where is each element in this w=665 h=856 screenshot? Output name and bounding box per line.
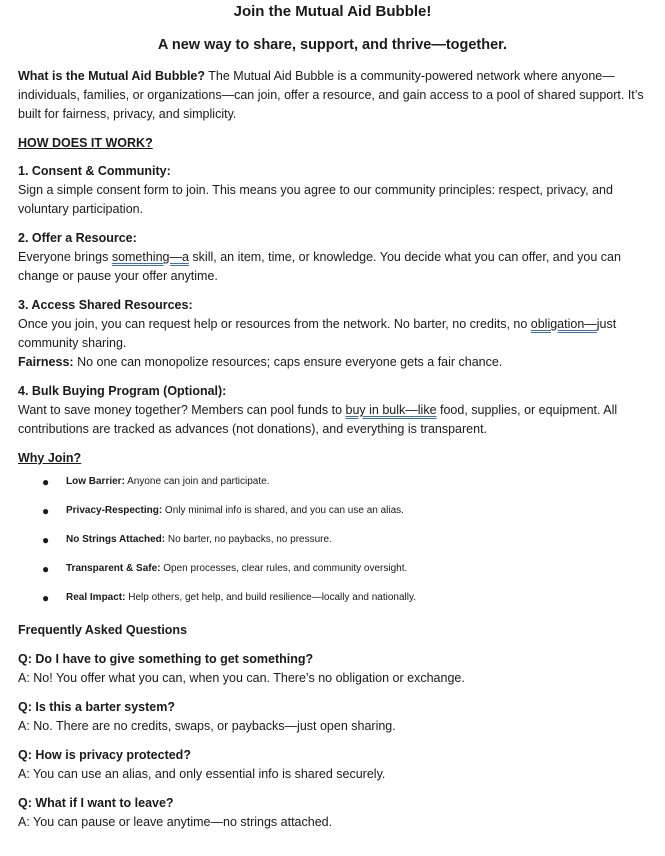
step-2-marked-text: something—a bbox=[111, 250, 189, 264]
bullet-icon: ● bbox=[42, 504, 50, 518]
benefit-label: Low Barrier: bbox=[66, 476, 125, 487]
intro-text: The Mutual Aid Bubble is a community-powered network where anyone—individuals, families, or organizations—can join, offer a resource, and gain access to a pool of shared support. It’s built for fairness, privacy, and simplicity. bbox=[18, 69, 644, 121]
step-2-text-after: skill, an item, time, or knowledge. You decide what you can offer, and you can change or pause your offer anytime. bbox=[18, 250, 621, 283]
faq-question: Q: Is this a barter system? bbox=[18, 700, 176, 714]
how-it-works-heading: HOW DOES IT WORK? bbox=[18, 136, 153, 150]
benefits-list bbox=[18, 474, 647, 619]
bullet-icon: ● bbox=[42, 475, 50, 489]
faq-question: Q: How is privacy protected? bbox=[18, 748, 191, 762]
step-2-text-before: Everyone brings bbox=[18, 250, 112, 264]
step-4-text-before: Want to save money together? Members can pool funds to bbox=[18, 403, 346, 417]
intro-paragraph bbox=[18, 67, 647, 124]
step-4-marked-text: buy in bulk—like bbox=[345, 403, 437, 417]
benefit-text: Help others, get help, and build resilience—locally and nationally. bbox=[125, 592, 417, 603]
step-3-marked-text: obligation— bbox=[530, 317, 597, 331]
benefit-text: No barter, no paybacks, no pressure. bbox=[165, 534, 332, 545]
bullet-icon: ● bbox=[42, 562, 50, 576]
page-subtitle: A new way to share, support, and thrive—together. bbox=[157, 37, 508, 53]
faq-heading: Frequently Asked Questions bbox=[18, 623, 188, 637]
fairness-note bbox=[18, 353, 647, 372]
intro-label: What is the Mutual Aid Bubble? bbox=[18, 69, 206, 83]
list-item bbox=[18, 474, 647, 503]
fairness-text: No one can monopolize resources; caps ensure everyone gets a fair chance. bbox=[73, 355, 503, 369]
list-item bbox=[18, 503, 647, 532]
step-3-text bbox=[18, 315, 647, 353]
step-3-title: 3. Access Shared Resources: bbox=[18, 298, 193, 312]
benefit-label: No Strings Attached: bbox=[66, 534, 166, 545]
benefit-text: Only minimal info is shared, and you can use an alias. bbox=[162, 505, 404, 516]
list-item bbox=[18, 532, 647, 561]
benefit-label: Privacy-Respecting: bbox=[66, 505, 163, 516]
why-join-heading: Why Join? bbox=[18, 451, 82, 465]
step-1-text: Sign a simple consent form to join. This means you agree to our community principles: respect, privacy, and voluntary participation. bbox=[18, 183, 613, 216]
bullet-icon: ● bbox=[42, 591, 50, 605]
page-title: Join the Mutual Aid Bubble! bbox=[233, 3, 432, 20]
faq-answer: A: No. There are no credits, swaps, or paybacks—just open sharing. bbox=[18, 719, 396, 733]
step-1-title: 1. Consent & Community: bbox=[18, 164, 171, 178]
benefit-label: Real Impact: bbox=[66, 592, 126, 603]
step-4-title: 4. Bulk Buying Program (Optional): bbox=[18, 384, 227, 398]
step-3-text-before: Once you join, you can request help or resources from the network. No barter, no credits, no bbox=[18, 317, 531, 331]
step-4-text-after: food, supplies, or equipment. All contributions are tracked as advances (not donations), and everything is transparent. bbox=[18, 403, 618, 436]
list-item bbox=[18, 561, 647, 590]
faq-question: Q: Do I have to give something to get something? bbox=[18, 652, 314, 666]
list-item bbox=[18, 590, 647, 619]
benefit-text: Anyone can join and participate. bbox=[124, 476, 270, 487]
benefit-text: Open processes, clear rules, and community oversight. bbox=[160, 563, 408, 574]
step-3-text-after: just community sharing. bbox=[18, 317, 617, 350]
faq-question: Q: What if I want to leave? bbox=[18, 796, 174, 810]
faq-answer: A: You can use an alias, and only essential info is shared securely. bbox=[18, 767, 386, 781]
step-2-title: 2. Offer a Resource: bbox=[18, 231, 137, 245]
benefit-label: Transparent & Safe: bbox=[66, 563, 161, 574]
faq-answer: A: No! You offer what you can, when you can. There’s no obligation or exchange. bbox=[18, 671, 465, 685]
step-4-text bbox=[18, 401, 647, 439]
step-2-text bbox=[18, 248, 647, 286]
fairness-label: Fairness: bbox=[18, 355, 74, 369]
bullet-icon: ● bbox=[42, 533, 50, 547]
faq-answer: A: You can pause or leave anytime—no strings attached. bbox=[18, 815, 333, 829]
